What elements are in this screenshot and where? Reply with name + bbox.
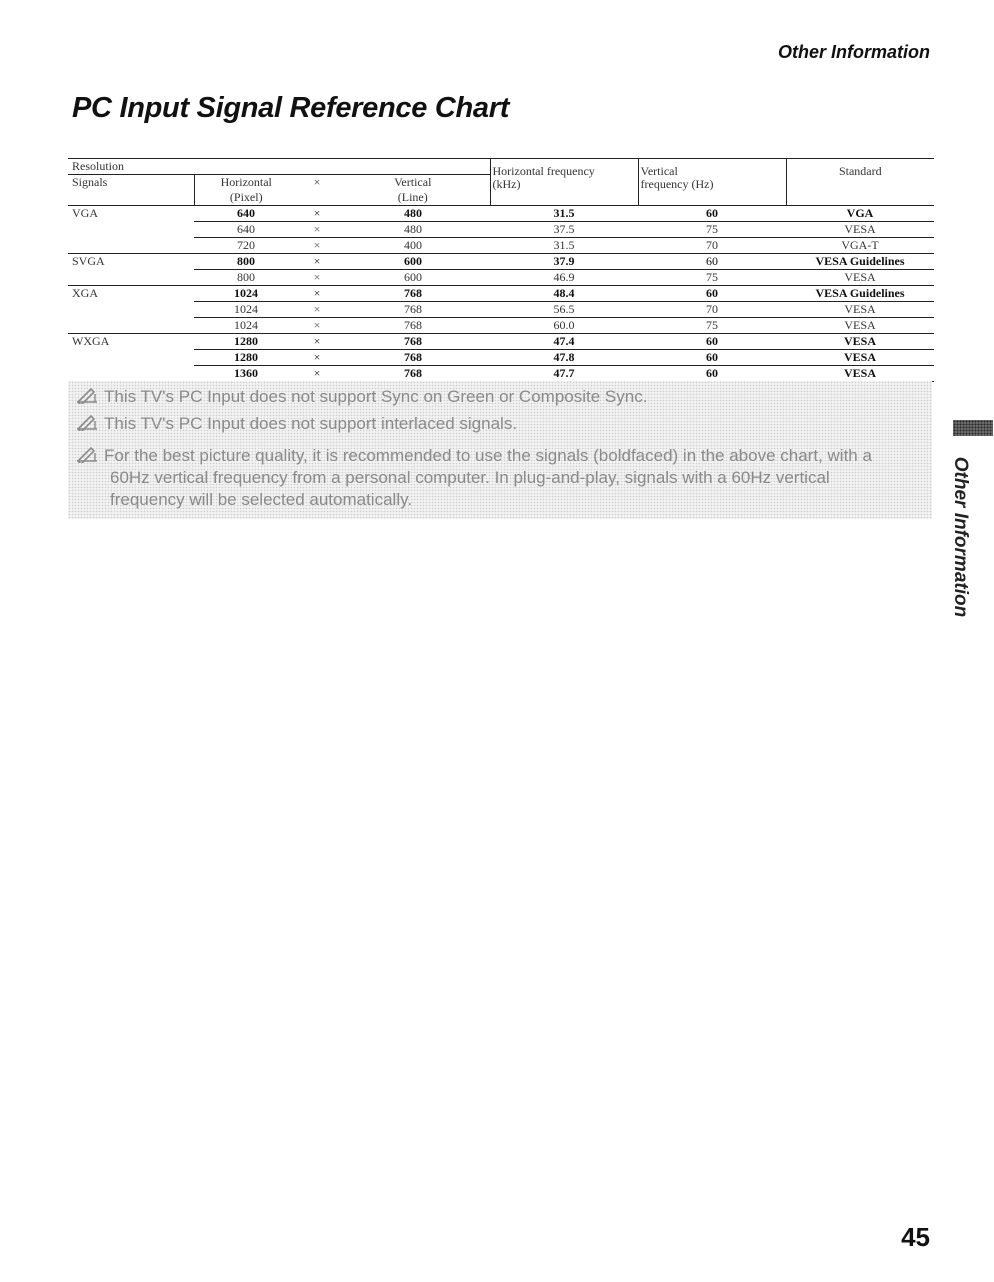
- vertical-frequency-cell: 75: [638, 318, 786, 334]
- signal-cell: [68, 318, 194, 334]
- header-vertical-frequency: [638, 159, 786, 206]
- horizontal-frequency-cell: 37.9: [490, 254, 638, 270]
- vertical-line-cell: 768: [336, 286, 490, 302]
- times-cell: ×: [298, 222, 336, 238]
- vertical-line-cell: 480: [336, 222, 490, 238]
- page-title: PC Input Signal Reference Chart: [72, 92, 510, 124]
- standard-cell: VESA Guidelines: [786, 286, 934, 302]
- horizontal-frequency-cell: 46.9: [490, 270, 638, 286]
- header-resolution: Resolution: [68, 159, 490, 175]
- note-pencil-icon: [76, 386, 98, 404]
- note-pencil-icon: [76, 445, 98, 463]
- table-row: [68, 366, 934, 382]
- horizontal-frequency-cell: 31.5: [490, 238, 638, 254]
- side-section-label: [948, 452, 972, 622]
- header-hf-line2: (kHz): [492, 177, 521, 191]
- signal-cell: [68, 222, 194, 238]
- header-vertical: Vertical: [336, 175, 490, 191]
- vertical-frequency-cell: 60: [638, 350, 786, 366]
- vertical-line-cell: 768: [336, 302, 490, 318]
- table-row: [68, 350, 934, 366]
- note-text-cont: frequency will be selected automatically.: [110, 490, 413, 509]
- header-vf-line1: Vertical: [640, 164, 678, 178]
- section-header: Other Information: [778, 42, 930, 62]
- note-item: [76, 386, 922, 408]
- header-horizontal-frequency: [490, 159, 638, 206]
- header-pixel: (Pixel): [194, 190, 298, 206]
- horizontal-pixel-cell: 640: [194, 206, 298, 222]
- times-cell: ×: [298, 350, 336, 366]
- vertical-line-cell: 768: [336, 350, 490, 366]
- standard-cell: VESA: [786, 222, 934, 238]
- signal-cell: [68, 350, 194, 366]
- horizontal-frequency-cell: 47.4: [490, 334, 638, 350]
- table-row: [68, 286, 934, 302]
- vertical-line-cell: 480: [336, 206, 490, 222]
- header-standard: Standard: [786, 159, 934, 206]
- signal-cell: VGA: [72, 206, 98, 221]
- note-text: For the best picture quality, it is recommended to use the signals (boldfaced) in the above chart, with a: [104, 446, 872, 465]
- standard-cell: VGA-T: [786, 238, 934, 254]
- side-tab-marker: [953, 420, 993, 436]
- note-text: This TV's PC Input does not support interlaced signals.: [104, 414, 518, 433]
- vertical-frequency-cell: 60: [638, 206, 786, 222]
- table-row: [68, 238, 934, 254]
- vertical-frequency-cell: 60: [638, 366, 786, 382]
- vertical-frequency-cell: 75: [638, 270, 786, 286]
- standard-cell: VESA: [786, 270, 934, 286]
- horizontal-pixel-cell: 800: [194, 254, 298, 270]
- horizontal-frequency-cell: 47.8: [490, 350, 638, 366]
- horizontal-frequency-cell: 56.5: [490, 302, 638, 318]
- vertical-frequency-cell: 75: [638, 222, 786, 238]
- table-row: [68, 318, 934, 334]
- table-row: [68, 270, 934, 286]
- note-text-cont: 60Hz vertical frequency from a personal computer. In plug-and-play, signals with a 60Hz vertical: [110, 468, 830, 487]
- vertical-line-cell: 768: [336, 318, 490, 334]
- side-section-label-text: Other Information: [950, 456, 971, 618]
- times-cell: ×: [298, 334, 336, 350]
- horizontal-frequency-cell: 31.5: [490, 206, 638, 222]
- header-signals: Signals: [68, 175, 194, 206]
- horizontal-frequency-cell: 47.7: [490, 366, 638, 382]
- vertical-frequency-cell: 60: [638, 286, 786, 302]
- header-times: ×: [298, 175, 336, 191]
- signal-cell: [68, 302, 194, 318]
- times-cell: ×: [298, 318, 336, 334]
- table-row: [68, 222, 934, 238]
- vertical-line-cell: 600: [336, 254, 490, 270]
- vertical-line-cell: 768: [336, 334, 490, 350]
- horizontal-pixel-cell: 1024: [194, 302, 298, 318]
- vertical-frequency-cell: 60: [638, 254, 786, 270]
- header-spacer: [298, 190, 336, 206]
- header-line: (Line): [336, 190, 490, 206]
- standard-cell: VESA Guidelines: [786, 254, 934, 270]
- horizontal-pixel-cell: 800: [194, 270, 298, 286]
- page-number: 45: [901, 1222, 930, 1252]
- horizontal-pixel-cell: 1360: [194, 366, 298, 382]
- signal-cell: [68, 238, 194, 254]
- header-vf-line2: frequency (Hz): [640, 177, 714, 191]
- table-row: [68, 302, 934, 318]
- notes-box: [68, 381, 932, 519]
- header-horizontal: Horizontal: [194, 175, 298, 191]
- pc-input-signal-table: [68, 158, 934, 382]
- horizontal-frequency-cell: 60.0: [490, 318, 638, 334]
- note-item: [76, 445, 922, 511]
- times-cell: ×: [298, 254, 336, 270]
- horizontal-pixel-cell: 1024: [194, 286, 298, 302]
- standard-cell: VESA: [786, 302, 934, 318]
- note-pencil-icon: [76, 413, 98, 431]
- vertical-frequency-cell: 60: [638, 334, 786, 350]
- times-cell: ×: [298, 366, 336, 382]
- standard-cell: VESA: [786, 318, 934, 334]
- times-cell: ×: [298, 270, 336, 286]
- table-row: [68, 206, 934, 222]
- signal-cell: XGA: [72, 286, 98, 301]
- vertical-line-cell: 768: [336, 366, 490, 382]
- table-row: [68, 334, 934, 350]
- standard-cell: VESA: [786, 350, 934, 366]
- horizontal-pixel-cell: 1280: [194, 334, 298, 350]
- vertical-line-cell: 600: [336, 270, 490, 286]
- horizontal-frequency-cell: 48.4: [490, 286, 638, 302]
- signal-cell: [68, 366, 194, 382]
- horizontal-pixel-cell: 640: [194, 222, 298, 238]
- table-row: [68, 254, 934, 270]
- standard-cell: VESA: [786, 334, 934, 350]
- standard-cell: VESA: [786, 366, 934, 382]
- horizontal-frequency-cell: 37.5: [490, 222, 638, 238]
- note-text: This TV's PC Input does not support Sync on Green or Composite Sync.: [104, 387, 648, 406]
- note-item: [76, 413, 922, 435]
- signal-cell: WXGA: [72, 334, 110, 349]
- times-cell: ×: [298, 302, 336, 318]
- horizontal-pixel-cell: 1024: [194, 318, 298, 334]
- standard-cell: VGA: [786, 206, 934, 222]
- vertical-frequency-cell: 70: [638, 302, 786, 318]
- horizontal-pixel-cell: 1280: [194, 350, 298, 366]
- horizontal-pixel-cell: 720: [194, 238, 298, 254]
- header-hf-line1: Horizontal frequency: [492, 164, 595, 178]
- signal-cell: SVGA: [72, 254, 105, 269]
- times-cell: ×: [298, 286, 336, 302]
- header-row-1: [68, 159, 934, 175]
- times-cell: ×: [298, 206, 336, 222]
- times-cell: ×: [298, 238, 336, 254]
- vertical-frequency-cell: 70: [638, 238, 786, 254]
- vertical-line-cell: 400: [336, 238, 490, 254]
- signal-cell: [68, 270, 194, 286]
